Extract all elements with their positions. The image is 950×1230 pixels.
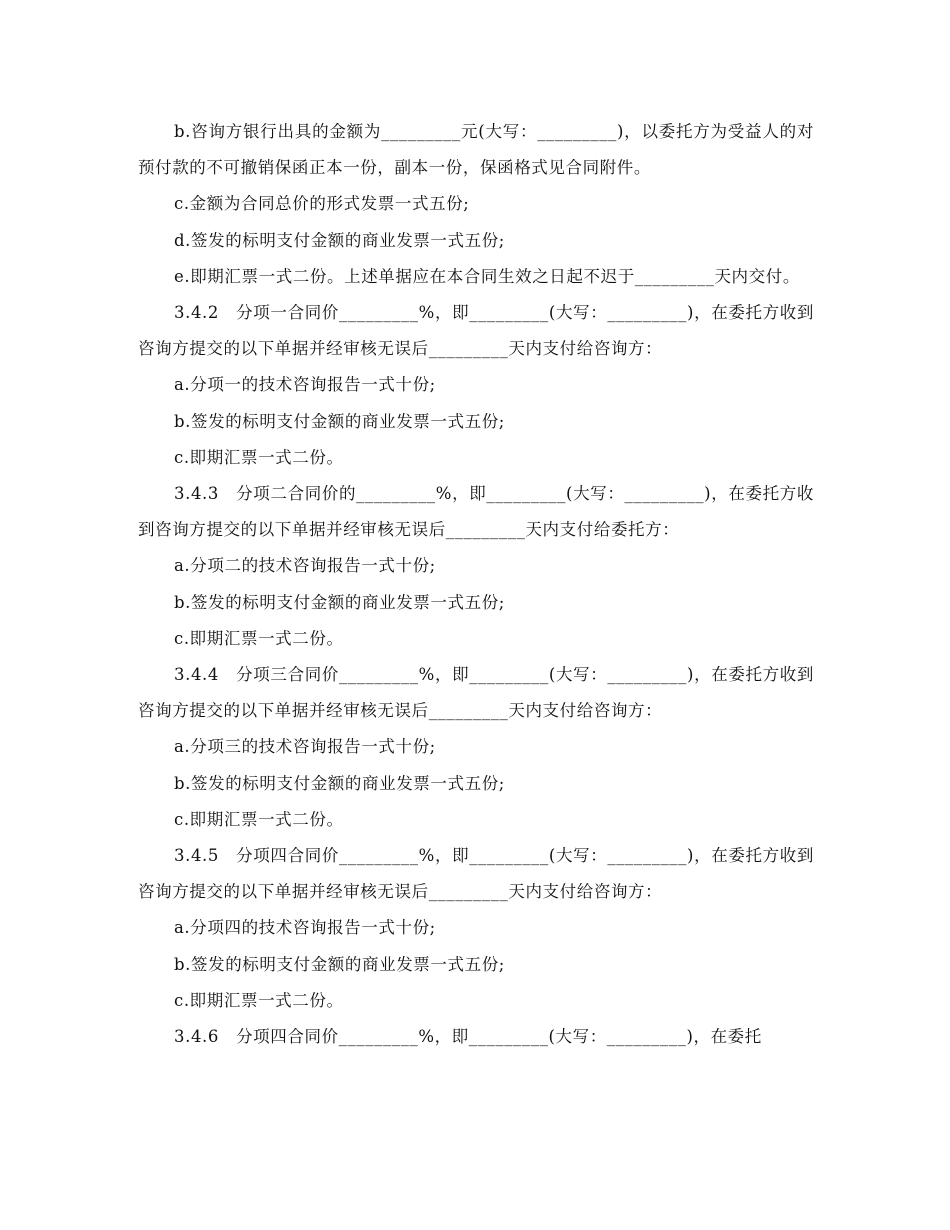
clause-3-4-2: 3.4.2 分项一合同价_________%，即_________(大写：_________)，在委托方收到咨询方提交的以下单据并经审核无误后_________天内支付给咨询方： — [138, 303, 814, 359]
clause-3-4-5-item-a: a.分项四的技术咨询报告一式十份; — [174, 918, 436, 938]
document-body — [138, 114, 814, 1055]
clause-3-4-4-item-a: a.分项三的技术咨询报告一式十份; — [174, 737, 436, 757]
clause-3-4-3-item-c: c.即期汇票一式二份。 — [174, 628, 344, 648]
clause-3-4-5-item-c: c.即期汇票一式二份。 — [174, 990, 344, 1010]
clause-3-4-2-item-b: b.签发的标明支付金额的商业发票一式五份; — [174, 411, 505, 431]
clause-3-4-4: 3.4.4 分项三合同价_________%，即_________(大写：_________)，在委托方收到咨询方提交的以下单据并经审核无误后_________天内支付给咨询方： — [138, 665, 814, 721]
clause-3-4-5: 3.4.5 分项四合同价_________%，即_________(大写：_________)，在委托方收到咨询方提交的以下单据并经审核无误后_________天内支付给咨询方： — [138, 846, 814, 902]
paragraph-e-sight-draft: e.即期汇票一式二份。上述单据应在本合同生效之日起不迟于_________天内交付。 — [174, 266, 800, 286]
clause-3-4-3-item-a: a.分项二的技术咨询报告一式十份; — [174, 556, 436, 576]
paragraph-b-bank-guarantee: b.咨询方银行出具的金额为_________元(大写：_________)，以委托方为受益人的对预付款的不可撤销保函正本一份，副本一份，保函格式见合同附件。 — [138, 122, 814, 178]
paragraph-c-proforma-invoice: c.金额为合同总价的形式发票一式五份; — [174, 194, 470, 214]
clause-3-4-4-item-c: c.即期汇票一式二份。 — [174, 809, 344, 829]
clause-3-4-5-item-b: b.签发的标明支付金额的商业发票一式五份; — [174, 954, 505, 974]
clause-3-4-4-item-b: b.签发的标明支付金额的商业发票一式五份; — [174, 773, 505, 793]
clause-3-4-6: 3.4.6 分项四合同价_________%，即_________(大写：_________)，在委托 — [174, 1027, 762, 1047]
clause-3-4-2-item-a: a.分项一的技术咨询报告一式十份; — [174, 375, 436, 395]
clause-3-4-2-item-c: c.即期汇票一式二份。 — [174, 447, 344, 467]
clause-3-4-3-item-b: b.签发的标明支付金额的商业发票一式五份; — [174, 592, 505, 612]
paragraph-d-commercial-invoice: d.签发的标明支付金额的商业发票一式五份; — [174, 230, 505, 250]
clause-3-4-3: 3.4.3 分项二合同价的_________%，即_________(大写：_________)，在委托方收到咨询方提交的以下单据并经审核无误后_________天内支付给委托方： — [138, 484, 814, 540]
